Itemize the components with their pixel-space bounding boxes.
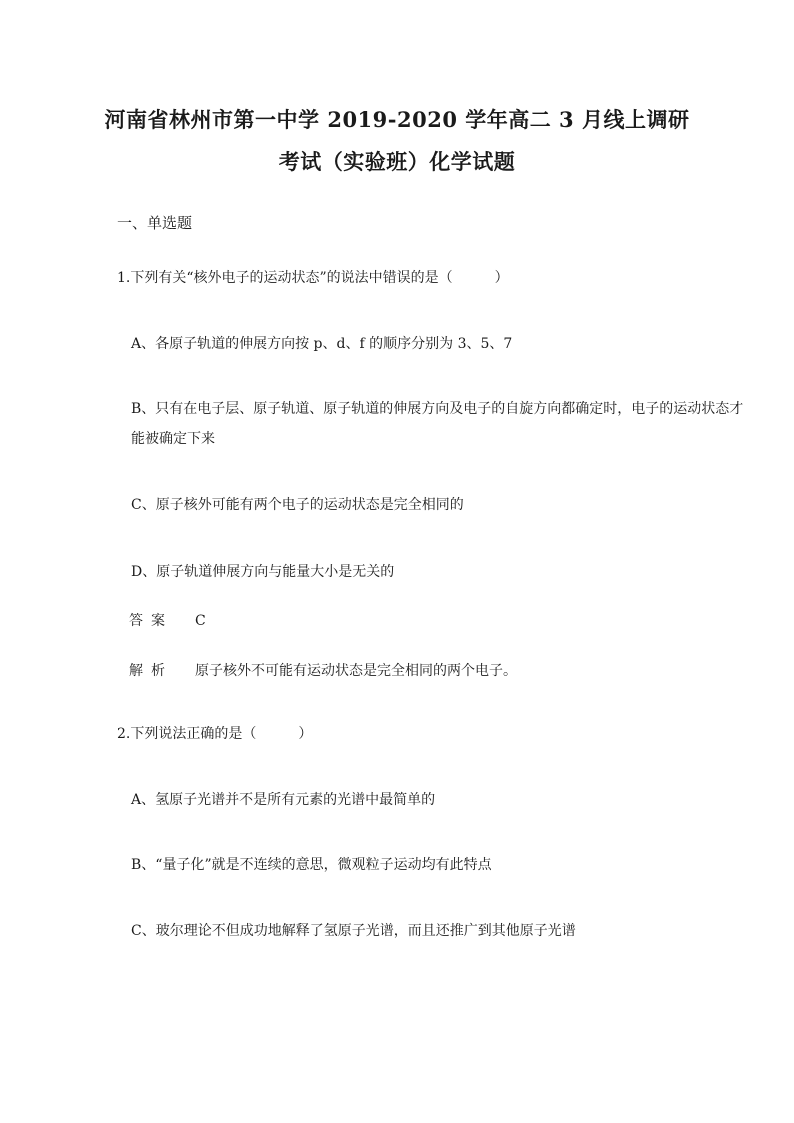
question-1-answer [129, 610, 206, 630]
question-1-option-b-line-2: 能被确定下来 [131, 431, 215, 447]
analysis-text: 原子核外不可能有运动状态是完全相同的两个电子。 [195, 663, 517, 679]
question-2-option-c: C、玻尔理论不但成功地解释了氢原子光谱，而且还推广到其他原子光谱 [131, 923, 576, 939]
answer-value: C [195, 613, 206, 629]
question-2-option-b: B、“量子化”就是不连续的意思，微观粒子运动均有此特点 [131, 857, 492, 873]
question-1-option-a: A、各原子轨道的伸展方向按 p、d、f 的顺序分别为 3、5、7 [131, 336, 513, 352]
question-1-stem: 1.下列有关“核外电子的运动状态”的说法中错误的是（ ） [117, 270, 509, 286]
question-2-option-a: A、氢原子光谱并不是所有元素的光谱中最简单的 [131, 792, 436, 808]
analysis-label: 解析 [129, 663, 173, 679]
question-1-analysis [129, 660, 517, 680]
question-2-stem: 2.下列说法正确的是（ ） [117, 726, 313, 742]
answer-label: 答案 [129, 613, 173, 629]
question-1-option-d: D、原子轨道伸展方向与能量大小是无关的 [131, 564, 395, 580]
section-heading: 一、单选题 [117, 214, 193, 232]
document-title-line-2: 考试（实验班）化学试题 [278, 149, 516, 174]
question-1-option-b-line-1: B、只有在电子层、原子轨道、原子轨道的伸展方向及电子的自旋方向都确定时，电子的运动状态才 [131, 401, 744, 417]
document-title-line-1: 河南省林州市第一中学 2019-2020 学年高二 3 月线上调研 [104, 107, 690, 132]
question-1-option-c: C、原子核外可能有两个电子的运动状态是完全相同的 [131, 497, 464, 513]
